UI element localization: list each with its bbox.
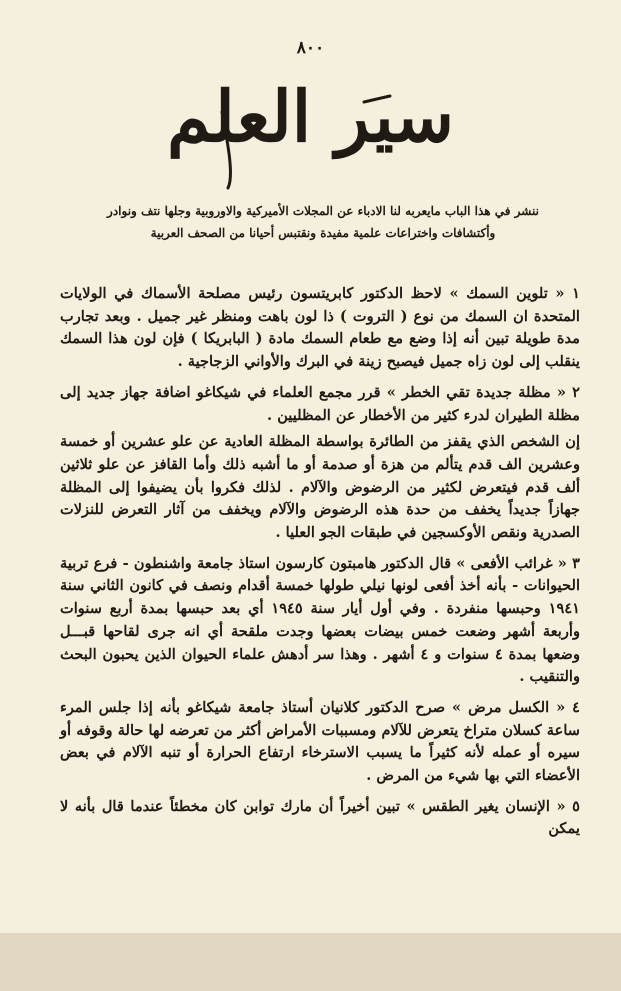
article-laziness-disease: ٤ « الكسل مرض » صرح الدكتور كلانيان أستاذ جامعة شيكاغو بأنه إذا جلس المرء ساعة كسلان متراخ يتعرض للآلام ومسببات الأمراض أكثر من تعرضه لها حالة وقوفه أو سيره أو عمله لأنه كثيراً ما يسبب الاسترخاء ارتفاع الحرارة أو تنبه الآلام في بعض الأعضاء التي بها شيء من المرض . xyxy=(60,698,580,785)
article-new-parachute: ٢ « مظلة جديدة تقي الخطر » قرر مجمع العلماء في شيكاغو اضافة جهاز جديد إلى مظلة الطيران لدرء كثير من الأخطار عن المظليين . xyxy=(60,383,580,424)
article-body xyxy=(60,283,580,849)
title-flourish-ornament xyxy=(214,84,414,194)
section-intro-line-2: وأكتشافات واختراعات علمية مفيدة ونقتبس أحيانا من الصحف العربية xyxy=(150,226,496,240)
article-man-changes-weather: ٥ « الإنسان يغير الطقس » تبين أخيراً أن مارك توابن كان مخطئاً عندما قال بأنه لا يمكن xyxy=(60,797,580,838)
page-bottom-margin xyxy=(0,933,621,991)
section-intro-line-1: ننشر في هذا الباب مايعربه لنا الادباء عن المجلات الأميركية والاوروبية وجلها نتف ونوادر xyxy=(107,204,539,218)
article-parachute-details: إن الشخص الذي يقفز من الطائرة بواسطة المظلة العادية عن علو عشرين أو خمسة وعشرين الف قدم يتألم من هزة أو صدمة أو ما أشبه ذلك وأما القافز عن علو ثلاثين ألف قدم فيتعرض لكثير من الرضوض والآلام . لذلك فكروا بأن يضيفوا إلى المظلة جهازاً جديداً يخفف من حدة هذه الرضوض والآلام ويخفف من آثار التعرض للنزلات الصدرية ونقص الأوكسجين في طبقات الجو العليا . xyxy=(60,433,580,542)
page-number: ٨٠٠ xyxy=(296,38,325,58)
article-snake-curiosities: ٣ « غرائب الأفعى » قال الدكتور هامبتون كارسون استاذ جامعة واشنطون - فرع تربية الحيوانات - بأنه أخذ أفعى لونها نيلي طولها خمسة أقدام ونصف في كانون الثاني سنة ١٩٤١ وحبسها منفردة . وفي أول أيار سنة ١٩٤٥ أي بعد حبسها بمدة أربع سنوات وأربعة أشهر وضعت خمس بيضات بعضها وجدت ملقحة أي انه جرى لقاحها قبـــل وضعها بمدة ٤ سنوات و ٤ أشهر . وهذا سر أدهش علماء الحيوان الذين يحبون البحث والتنقيب . xyxy=(60,554,581,686)
section-title: سير العلم xyxy=(166,75,455,158)
article-fish-coloring: ١ « تلوين السمك » لاحظ الدكتور كابريتسون رئيس مصلحة الأسماك في الولايات المتحدة ان السمك من نوع ( التروت ) ذا لون باهت ومنظر غير جميل . وبعد تجارب مدة طويلة تبين أنه إذا وضع مع طعام السمك مادة ( البابريكا ) فإن لون هذا السمك ينقلب إلى لون زاه جميل فيصبح زينة في البرك والأواني الزجاجية . xyxy=(60,285,580,371)
